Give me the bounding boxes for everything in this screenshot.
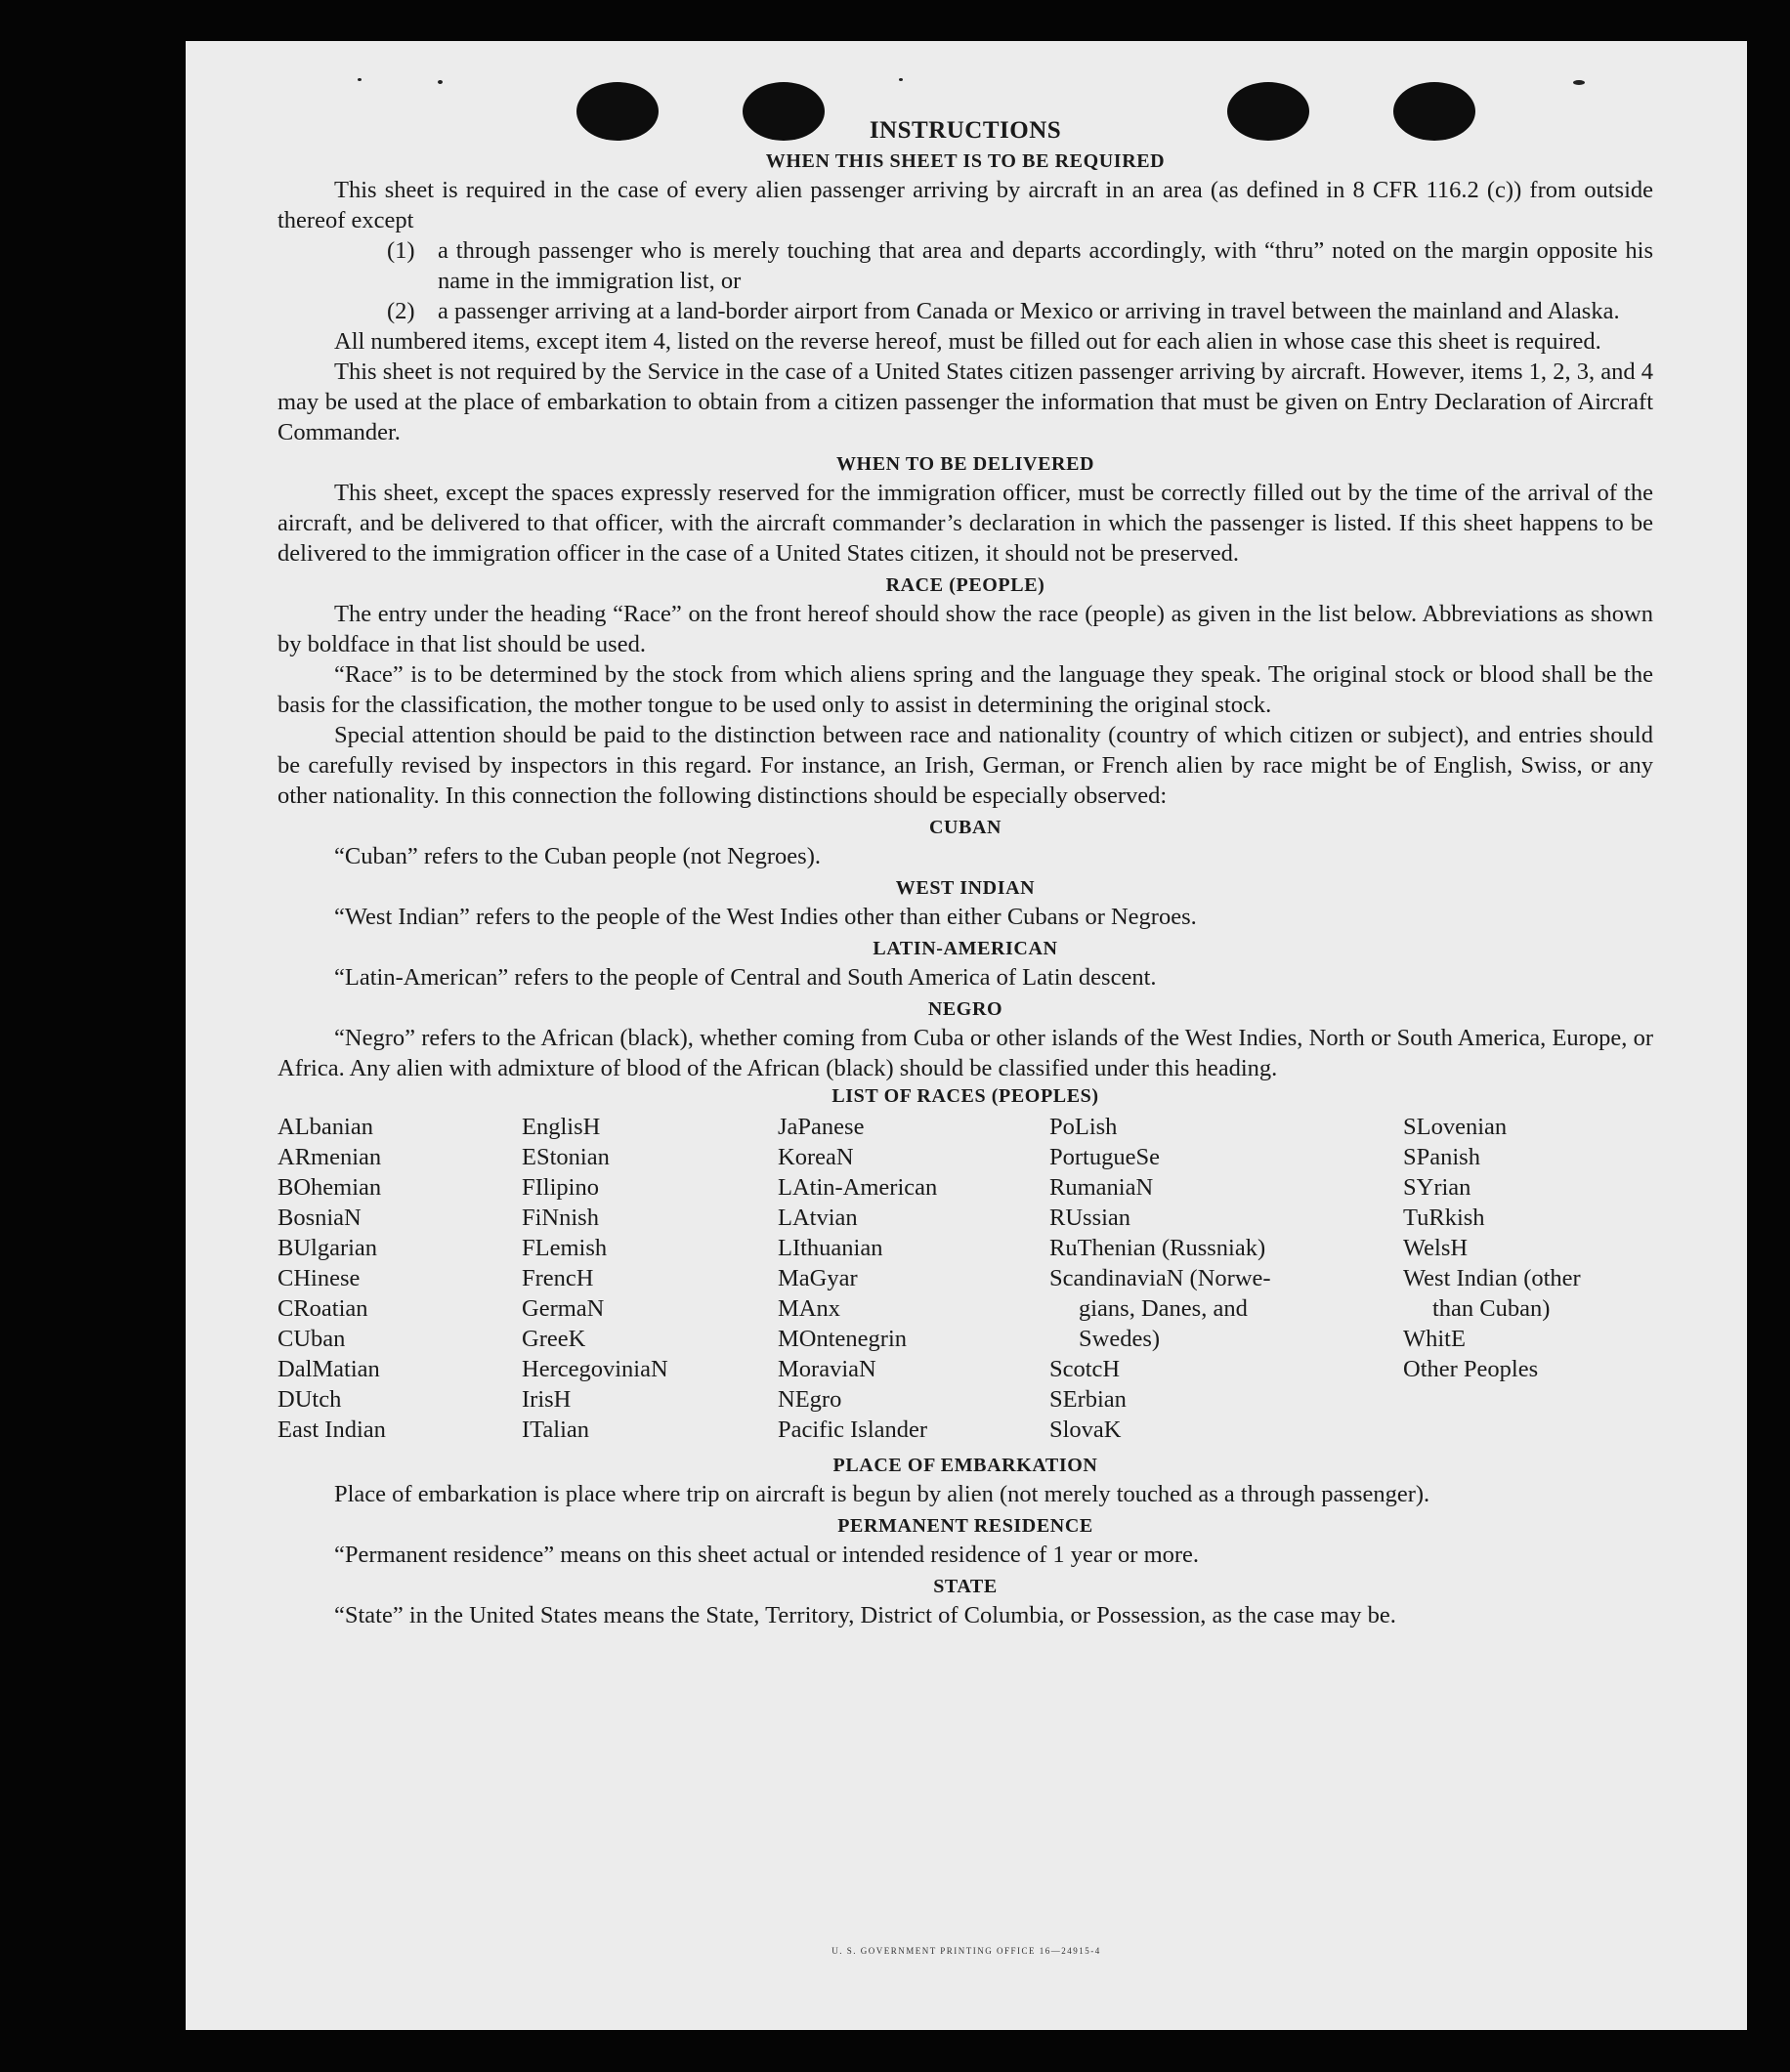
document-page [186,41,1747,2030]
race-entry: WhitE [1403,1326,1466,1352]
race-entry: JaPanese [778,1114,865,1140]
paragraph: Special attention should be paid to the distinction between race and nationality (country of which citizen or subject), and entries should be carefully revised by inspectors in this regard. For instance, an Irish, German, or French alien by race might be of English, Swiss, or any other nationality. In this connection the following distinctions should be especially observed: [277,722,1653,809]
race-entry: HercegoviniaN [522,1356,668,1382]
item-number: (2) [387,298,415,324]
races-column [1403,1112,1653,1445]
race-entry: SLovenian [1403,1114,1508,1140]
race-entry: RuThenian (Russniak) [1049,1235,1266,1261]
races-column [277,1112,522,1445]
race-entry: ITalian [522,1417,590,1443]
race-entry: GreeK [522,1326,586,1352]
race-entry: Pacific Islander [778,1417,928,1443]
race-entry: SlovaK [1049,1417,1122,1443]
page-title: INSTRUCTIONS [869,117,1062,144]
paragraph: “Permanent residence” means on this sheet actual or intended residence of 1 year or more. [334,1542,1200,1568]
section-heading: STATE [933,1576,998,1597]
race-entry: PoLish [1049,1114,1118,1140]
race-entry: Other Peoples [1403,1356,1539,1382]
races-column [778,1112,1049,1445]
race-entry: PortugueSe [1049,1144,1160,1170]
section-heading: WEST INDIAN [895,877,1036,899]
list-item [277,235,1653,296]
race-entry-continued: gians, Danes, and [1079,1295,1248,1322]
paragraph: “Negro” refers to the African (black), whether coming from Cuba or other islands of the West Indies, North or South America, Europe, or Africa. Any alien with admixture of blood of the African (black) should be classified under this heading. [277,1025,1653,1081]
race-entry: DalMatian [277,1356,380,1382]
race-entry: BosniaN [277,1205,362,1231]
race-entry-continued: Swedes) [1079,1326,1161,1352]
speck [438,80,443,84]
race-entry: FrencH [522,1265,594,1291]
race-entry: SPanish [1403,1144,1480,1170]
race-entry: MAnx [778,1295,840,1322]
race-entry: SYrian [1403,1174,1471,1201]
race-entry: ARmenian [277,1144,382,1170]
paragraph: “Latin-American” refers to the people of Central and South America of Latin descent. [334,964,1157,991]
printer-imprint: U. S. GOVERNMENT PRINTING OFFICE 16—24915-4 [831,1946,1101,1956]
race-entry: SErbian [1049,1386,1127,1413]
item-number: (1) [387,237,415,264]
item-text: a passenger arriving at a land-border airport from Canada or Mexico or arriving in travel between the mainland and Alaska. [438,298,1620,324]
section-heading: LATIN-AMERICAN [873,938,1058,959]
paragraph: This sheet, except the spaces expressly reserved for the immigration officer, must be correctly filled out by the time of the arrival of the aircraft, and be delivered to that officer, with the aircraft commander’s declaration in which the passenger is listed. If this sheet happens to be delivered to the immigration officer in the case of a United States citizen, it should not be preserved. [277,480,1653,567]
race-entry: TuRkish [1403,1205,1485,1231]
race-entry: EStonian [522,1144,610,1170]
race-entry: LAtvian [778,1205,858,1231]
section-heading: PLACE OF EMBARKATION [832,1455,1098,1476]
paragraph: Place of embarkation is place where trip on aircraft is begun by alien (not merely touched as a through passenger). [334,1481,1430,1507]
race-entry: East Indian [277,1417,386,1443]
race-entry: ALbanian [277,1114,373,1140]
race-entry: IrisH [522,1386,572,1413]
race-entry: MaGyar [778,1265,858,1291]
section-heading: WHEN TO BE DELIVERED [835,453,1095,475]
race-entry: LAtin-American [778,1174,938,1201]
list-item [277,296,1653,326]
race-entry: FiNnish [522,1205,599,1231]
paragraph: “Race” is to be determined by the stock from which aliens spring and the language they speak. The original stock or blood shall be the basis for the classification, the mother tongue to be used only to assist in determining the original stock. [277,661,1653,718]
speck [358,78,362,81]
instructions-content [277,117,1653,1630]
section-heading: NEGRO [927,998,1003,1020]
paragraph: “Cuban” refers to the Cuban people (not Negroes). [334,843,821,869]
race-entry: GermaN [522,1295,605,1322]
races-column [522,1112,778,1445]
race-entry: FLemish [522,1235,608,1261]
race-entry: BUlgarian [277,1235,378,1261]
races-list [277,1112,1653,1445]
race-entry: WelsH [1403,1235,1469,1261]
section-heading: CUBAN [928,817,1002,838]
race-entry: FIlipino [522,1174,599,1201]
paragraph: All numbered items, except item 4, listed on the reverse hereof, must be filled out for each alien in whose case this sheet is required. [334,328,1601,355]
paragraph: “State” in the United States means the State, Territory, District of Columbia, or Possession, as the case may be. [334,1602,1396,1628]
race-entry: ScotcH [1049,1356,1121,1382]
paragraph: This sheet is required in the case of every alien passenger arriving by aircraft in an area (as defined in 8 CFR 116.2 (c)) from outside thereof except [277,177,1653,233]
race-entry: MoraviaN [778,1356,876,1382]
speck [899,78,903,81]
race-entry-continued: than Cuban) [1432,1295,1551,1322]
races-column [1049,1112,1403,1445]
race-entry: KoreaN [778,1144,854,1170]
section-heading: PERMANENT RESIDENCE [837,1515,1093,1537]
race-entry: CRoatian [277,1295,368,1322]
race-entry: RumaniaN [1049,1174,1154,1201]
section-heading: LIST OF RACES (PEOPLES) [831,1085,1099,1107]
race-entry: DUtch [277,1386,342,1413]
race-entry: West Indian (other [1403,1265,1581,1291]
race-entry: NEgro [778,1386,842,1413]
race-entry: EnglisH [522,1114,601,1140]
paragraph: “West Indian” refers to the people of the West Indies other than either Cubans or Negroes. [334,904,1197,930]
race-entry: CUban [277,1326,346,1352]
race-entry: BOhemian [277,1174,382,1201]
speck [1573,80,1585,85]
paragraph: The entry under the heading “Race” on the front hereof should show the race (people) as given in the list below. Abbreviations as shown by boldface in that list should be used. [277,601,1653,657]
section-heading: RACE (PEOPLE) [885,574,1045,596]
race-entry: LIthuanian [778,1235,883,1261]
section-heading: WHEN THIS SHEET IS TO BE REQUIRED [765,150,1166,172]
race-entry: MOntenegrin [778,1326,907,1352]
race-entry: ScandinaviaN (Norwe- [1049,1265,1271,1291]
race-entry: CHinese [277,1265,361,1291]
paragraph: This sheet is not required by the Service in the case of a United States citizen passenger arriving by aircraft. However, items 1, 2, 3, and 4 may be used at the place of embarkation to obtain from a citizen passenger the information that must be given on Entry Declaration of Aircraft Commander. [277,359,1653,445]
item-text: a through passenger who is merely touching that area and departs accordingly, with “thru” noted on the margin opposite his name in the immigration list, or [438,237,1653,294]
race-entry: RUssian [1049,1205,1131,1231]
